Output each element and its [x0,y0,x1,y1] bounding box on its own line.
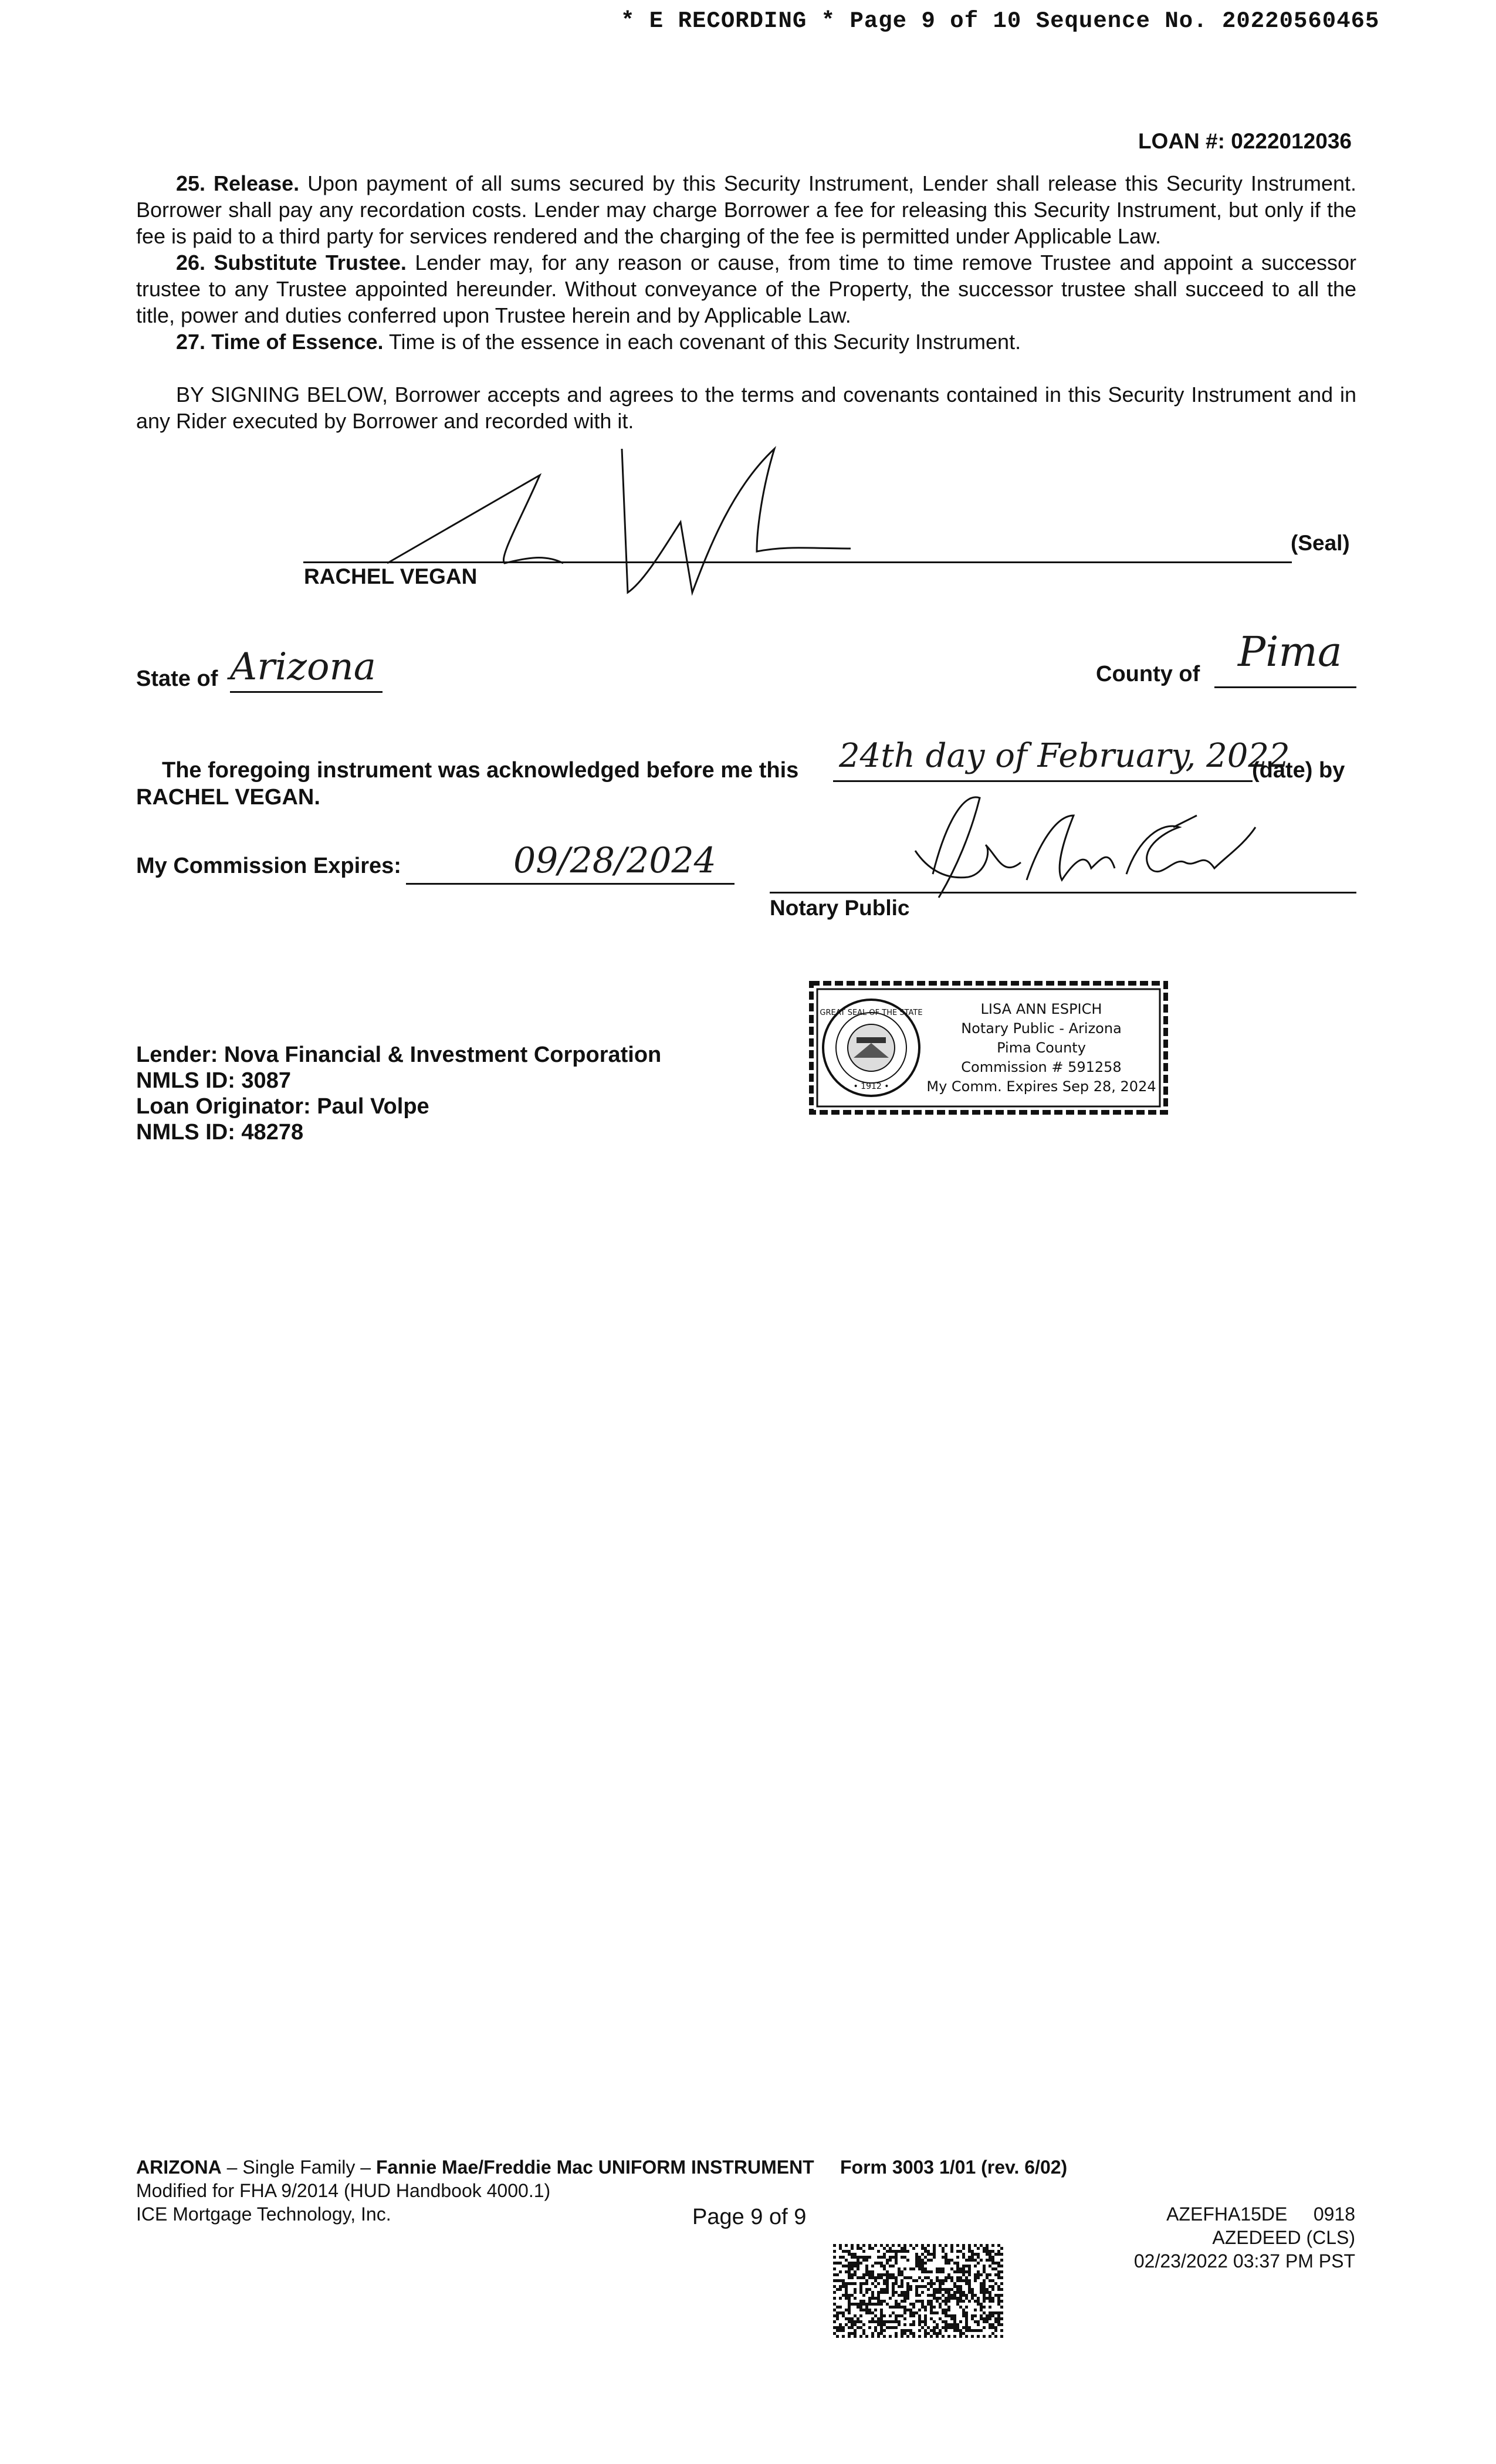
lender-name: Lender: Nova Financial & Investment Corporation [136,1043,662,1067]
signing-statement [136,381,1356,434]
footer-instrument-line [136,2157,814,2178]
clause-title: Time of Essence. [211,330,384,354]
clause-number: 25. [176,171,206,195]
footer-code2: AZEDEED (CLS) [1212,2227,1355,2248]
lender-info [136,1042,661,1145]
recording-header: * E RECORDING * Page 9 of 10 Sequence No. 20220560465 [621,8,1380,34]
ack-date-handwritten: 24th day of February, 2022 [839,737,1290,775]
commission-handwritten: 09/28/2024 [513,840,716,881]
loan-originator: Loan Originator: Paul Volpe [136,1094,429,1119]
notary-seal-stamp [807,979,1170,1117]
footer-instrument: Fannie Mae/Freddie Mac UNIFORM INSTRUMENT [375,2157,814,2178]
loan-label: LOAN #: [1138,129,1225,153]
footer-page: Page 9 of 9 [692,2205,807,2229]
footer-modified: Modified for FHA 9/2014 (HUD Handbook 4000.1) [136,2180,551,2201]
footer-code1: AZEFHA15DE 0918 [1166,2204,1355,2225]
footer-company: ICE Mortgage Technology, Inc. [136,2204,391,2225]
lender-nmls: NMLS ID: 3087 [136,1068,291,1093]
county-handwritten: Pima [1238,628,1342,676]
footer-timestamp: 02/23/2022 03:37 PM PST [1133,2250,1355,2272]
svg-text:GREAT SEAL OF THE STATE: GREAT SEAL OF THE STATE [820,1008,923,1017]
clause-title: Release. [214,171,300,195]
date-by-label: (date) by [1252,758,1345,783]
seal-line: Commission # 591258 [961,1059,1122,1075]
clause-text: Time is of the essence in each covenant of this Security Instrument. [388,330,1021,354]
seal-line: My Comm. Expires Sep 28, 2024 [926,1078,1156,1095]
ack-text: The foregoing instrument was acknowledged before me this [162,758,799,783]
clause-text: Lender may, for any reason or cause, from time to time remove Trustee and appoint a successor trustee to any Trustee appointed hereunder. Without conveyance of the Property, the successor trustee shall succeed to all the title, power and duties conferred upon Trustee herein and by Applicable Law. [136,251,1356,327]
footer-form: Form 3003 1/01 (rev. 6/02) [840,2157,1068,2178]
clause-number: 27. [176,330,206,354]
originator-nmls: NMLS ID: 48278 [136,1120,304,1145]
borrower-signature-line [303,561,1292,563]
clause-release [136,170,1356,249]
county-label: County of [1096,662,1200,686]
clause-time-of-essence [136,329,1356,355]
clause-title: Substitute Trustee. [214,251,407,275]
ack-name: RACHEL VEGAN. [136,785,320,810]
signing-statement-text: BY SIGNING BELOW, Borrower accepts and agrees to the terms and covenants contained in this Security Instrument and in any Rider executed by Borrower and recorded with it. [136,383,1356,433]
footer-dash: – Single Family – [226,2157,371,2178]
loan-number [1138,129,1352,154]
svg-text:• 1912 •: • 1912 • [853,1082,889,1091]
borrower-name: RACHEL VEGAN [304,564,478,588]
loan-value: 0222012036 [1231,129,1352,153]
barcode-matrix [833,2244,1003,2338]
state-handwritten: Arizona [230,645,376,689]
state-label: State of [136,666,218,691]
notary-signature-graphic [845,780,1267,915]
state-line [230,691,383,693]
seal-line: Pima County [997,1040,1086,1056]
notary-signature-line [770,892,1356,893]
seal-line: Notary Public - Arizona [961,1020,1122,1037]
seal-text-block [924,1000,1159,1096]
clause-number: 26. [176,251,206,275]
seal-label: (Seal) [1291,531,1350,555]
clause-substitute-trustee [136,249,1356,329]
clause-text: Upon payment of all sums secured by this Security Instrument, Lender shall release this Security Instrument. Borrower shall pay any recordation costs. Lender may charge Borrower a fee for releasing this Security Instrument, but only if the fee is paid to a third party for services rendered and the charging of the fee is permitted under Applicable Law. [136,171,1356,248]
commission-label: My Commission Expires: [136,854,401,878]
commission-line [406,883,735,885]
footer-state: ARIZONA [136,2157,222,2178]
notary-public-label: Notary Public [770,896,910,920]
county-line [1214,686,1356,688]
seal-line: LISA ANN ESPICH [980,1001,1102,1017]
